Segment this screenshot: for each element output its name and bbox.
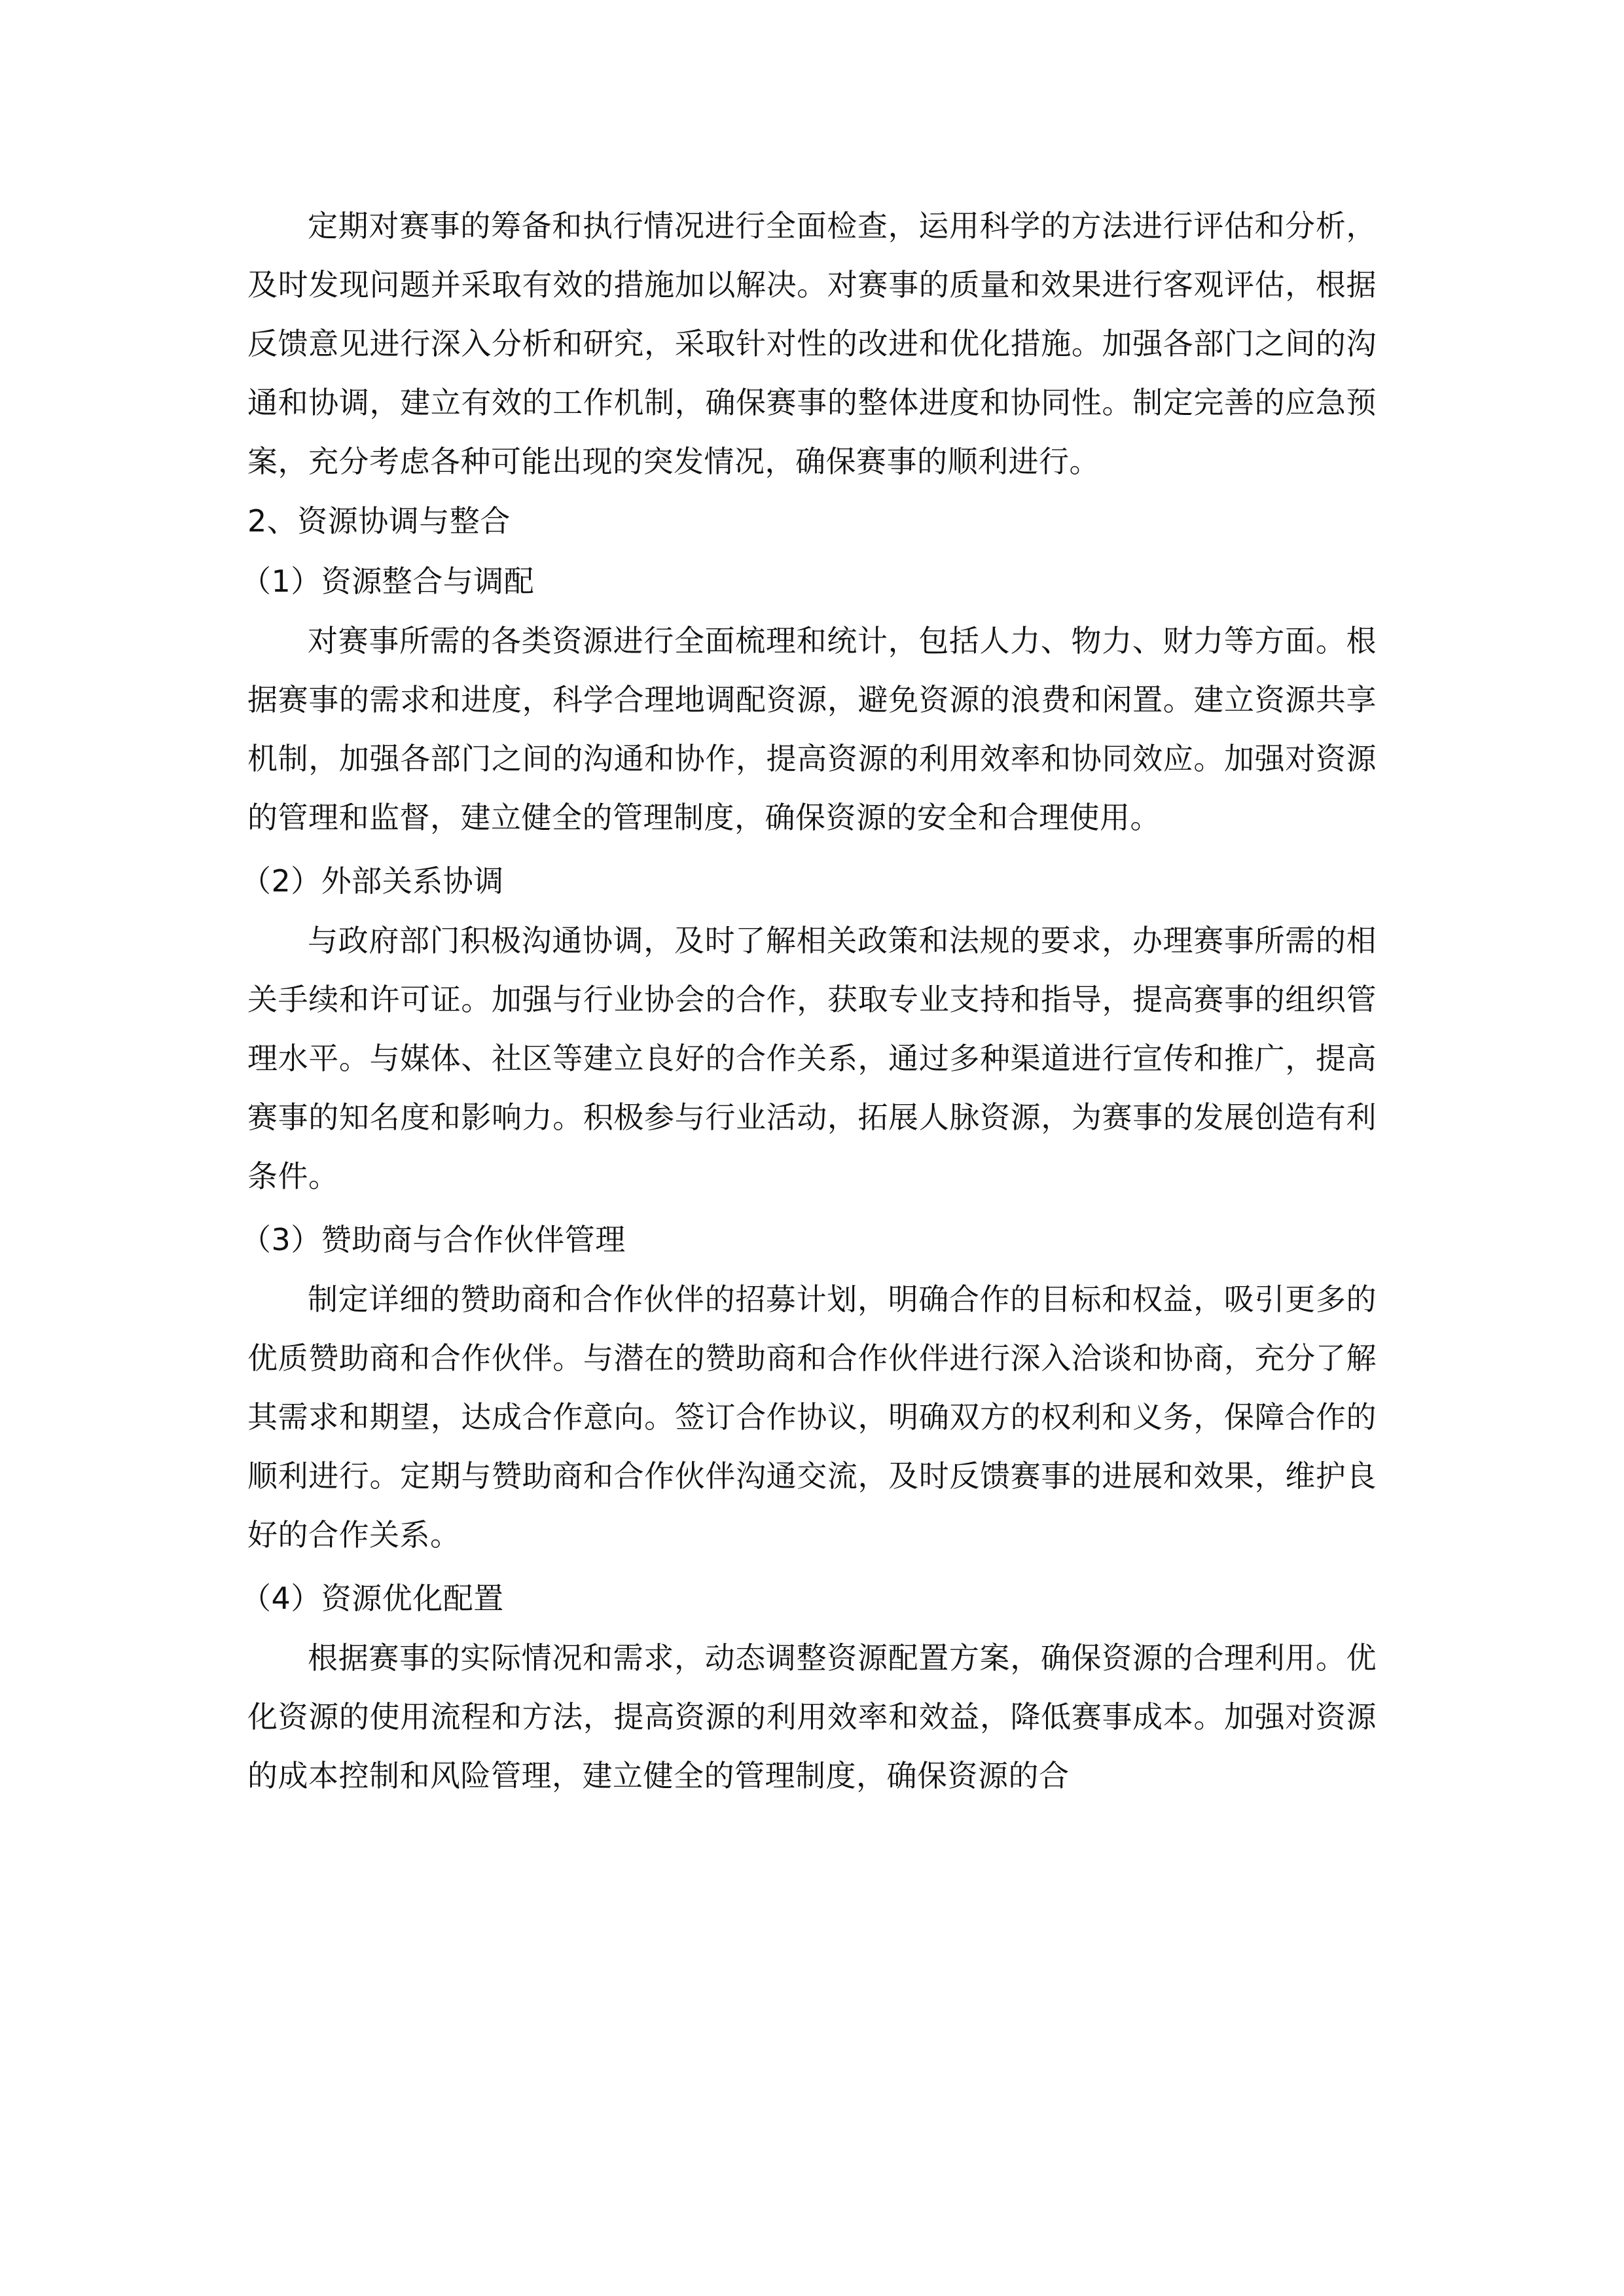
subsection-heading-2: （2）外部关系协调 — [241, 863, 504, 899]
subsection-paragraph-1: 对赛事所需的各类资源进行全面梳理和统计，包括人力、物力、财力等方面。根据赛事的需求和进度，科学合理地调配资源，避免资源的浪费和闲置。建立资源共享机制，加强各部门之间的沟通和协作，提高资源的利用效率和协同效应。加强对资源的管理和监督，建立健全的管理制度，确保资源的安全和合理使用。 — [247, 623, 1377, 835]
subsection-heading-3: （3）赞助商与合作伙伴管理 — [241, 1222, 626, 1257]
section-heading: 2、资源协调与整合 — [247, 503, 511, 539]
subsection-heading-4: （4）资源优化配置 — [241, 1581, 504, 1616]
intro-paragraph: 定期对赛事的筹备和执行情况进行全面检查，运用科学的方法进行评估和分析，及时发现问题并采取有效的措施加以解决。对赛事的质量和效果进行客观评估，根据反馈意见进行深入分析和研究，采取针对性的改进和优化措施。加强各部门之间的沟通和协调，建立有效的工作机制，确保赛事的整体进度和协同性。制定完善的应急预案，充分考虑各种可能出现的突发情况，确保赛事的顺利进行。 — [247, 208, 1377, 479]
subsection-paragraph-3: 制定详细的赞助商和合作伙伴的招募计划，明确合作的目标和权益，吸引更多的优质赞助商和合作伙伴。与潜在的赞助商和合作伙伴进行深入洽谈和协商，充分了解其需求和期望，达成合作意向。签订合作协议，明确双方的权利和义务，保障合作的顺利进行。定期与赞助商和合作伙伴沟通交流，及时反馈赛事的进展和效果，维护良好的合作关系。 — [247, 1282, 1377, 1552]
subsection-heading-1: （1）资源整合与调配 — [241, 564, 535, 599]
subsection-paragraph-4: 根据赛事的实际情况和需求，动态调整资源配置方案，确保资源的合理利用。优化资源的使用流程和方法，提高资源的利用效率和效益，降低赛事成本。加强对资源的成本控制和风险管理，建立健全的管理制度，确保资源的合 — [247, 1640, 1377, 1793]
document-body — [241, 196, 1377, 1805]
subsection-paragraph-2: 与政府部门积极沟通协调，及时了解相关政策和法规的要求，办理赛事所需的相关手续和许可证。加强与行业协会的合作，获取专业支持和指导，提高赛事的组织管理水平。与媒体、社区等建立良好的合作关系，通过多种渠道进行宣传和推广，提高赛事的知名度和影响力。积极参与行业活动，拓展人脉资源，为赛事的发展创造有利条件。 — [247, 923, 1377, 1194]
